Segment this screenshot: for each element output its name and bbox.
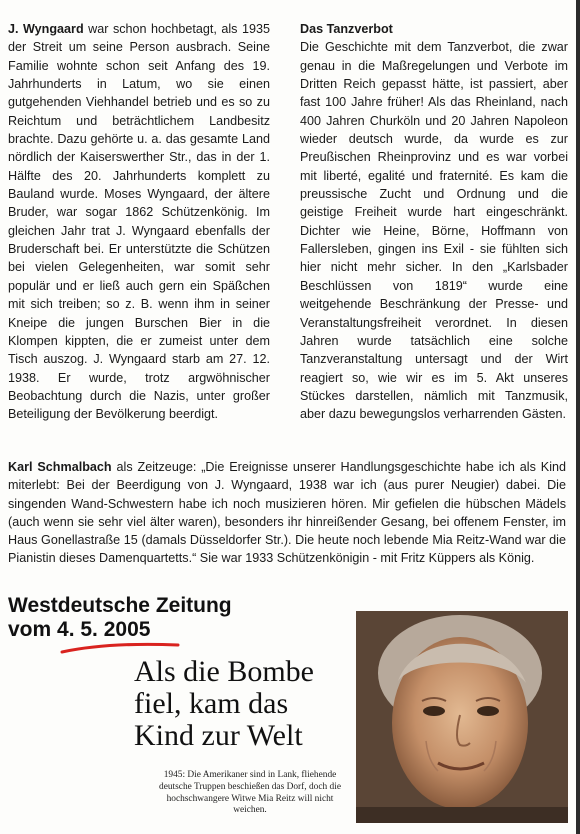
page-edge: [576, 0, 580, 834]
portrait-photo: [356, 611, 568, 823]
wyngaard-text: war schon hochbetagt, als 1935 der Streit um seine Person ausbrach. Seine Familie wohnte schon seit Anfang des 19. Jahrhunderts in Latum, wo sie einen gutgehenden Viehhandel betrieb und es so zu Reichtum und beträchtlichem Landbesitz brachte. Dazu gehörte u. a. das gesamte Land nördlich der Kaiserswerther Str., das in der 1. Hälfte des 20. Jahrhunderts komplett zu Bauland wurde. Moses Wyngaard, der ältere Bruder, war sogar 1862 Schützenkönig. Im gleichen Jahr trat J. Wyngaard ebenfalls der Bruderschaft bei. Er unterstützte die Schützen bei vielen Gelegenheiten, war somit sehr populär und er ließ auch gern ein Späßchen mit sich treiben; so z. B. wenn ihm in seiner Kneipe die jungen Burschen Bier in die Klompen kippten, die er zumeist unter dem Tisch auszog. J. Wyngaard starb am 27. 12. 1938. Er wurde, trotz argwöhnischer Beobachtung durch die Nazis, unter großer Beteiligung der Bevölkerung beerdigt.: [8, 22, 270, 422]
tanzverbot-paragraph: Die Geschichte mit dem Tanzverbot, die zwar genau in die Maßregelungen und Verbote im Dritten Reich gepasst hätte, ist passiert, aber fast 100 Jahre früher! Als das Rheinland, nach 400 Jahren Churköln und 20 Jahren Napoleon wieder deutsch wurde, da wurde es zur Preußischen Rheinprovinz und es war vorbei mit liberté, egalité und fraternité. Es kam die preussische Zucht und Ordnung und die geistige Freiheit wurde hart eingeschränkt. Dichter wie Heine, Börne, Hoffmann von Fallersleben, gingen ins Exil - sie fühlten sich hier nicht mehr sicher. In den „Karlsbader Beschlüssen von 1819“ wurde eine weitgehende Beschränkung der Presse- und Veranstaltungsfreiheit verordnet. In diesen Jahren wurde tatsächlich eine solche Tanzveranstaltung untersagt und der Wirt reagiert so, wie wir es im 5. Akt unseres Stückes darstellen, nämlich mit Tanzmusik, aber dazu bewegungslos verharrenden Gästen.: [300, 40, 568, 422]
headline-line-2: fiel, kam das: [134, 687, 289, 720]
newspaper-title: [8, 594, 232, 642]
article-headline: [134, 656, 349, 752]
tanzverbot-heading: Das Tanzverbot: [300, 22, 393, 36]
quote-text: als Zeitzeuge: „Die Ereignisse unserer Handlungsgeschichte habe ich als Kind miterlebt: Bei der Beerdigung von J. Wyngaard, 1938 war ich (aus purer Neugier) dabei. Die singenden Wand-Schwestern habe ich noch musizieren hören. Mir gefielen die hübschen Mädels (auch wenn sie sehr viel älter waren), besonders ihr hinreißender Gesang, bei offenem Fenster, im Haus Gonellastraße 15 (damals Düsseldorfer Str.). Die heute noch lebende Mia Reitz-Wand war die Pianistin dieses Damenquartetts.“ Sie war 1933 Schützenkönigin - mit Fritz Küppers als König.: [8, 460, 566, 566]
wyngaard-name: J. Wyngaard: [8, 22, 84, 36]
headline-line-3: Kind zur Welt: [134, 719, 303, 752]
wyngaard-paragraph: [8, 20, 270, 424]
headline-line-1: Als die Bombe: [134, 655, 314, 688]
quote-author: Karl Schmalbach: [8, 460, 112, 474]
zeitzeuge-quote: [8, 458, 566, 568]
photo-caption: 1945: Die Amerikaner sind in Lank, fliehende deutsche Truppen beschießen das Dorf, doch die hochschwangere Witwe Mia Reitz will nicht weichen.: [159, 770, 341, 816]
newspaper-date: vom 4. 5. 2005: [8, 618, 151, 641]
right-column: [300, 20, 568, 424]
red-underline-swoosh: [60, 640, 180, 656]
left-column: [8, 20, 270, 424]
newspaper-name: Westdeutsche Zeitung: [8, 594, 232, 617]
elderly-woman-portrait: [356, 611, 568, 823]
